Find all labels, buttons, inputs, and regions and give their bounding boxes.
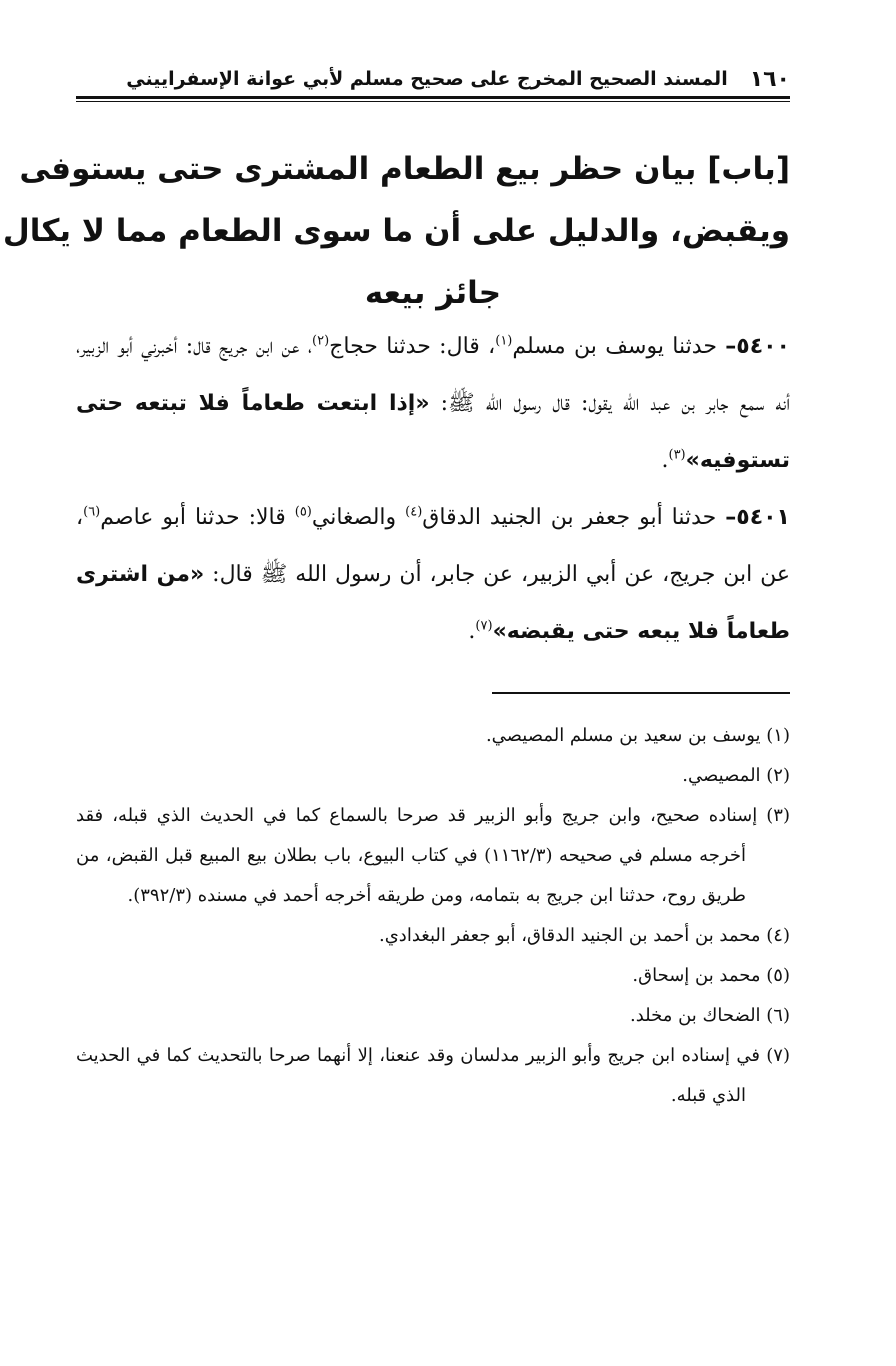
footnote-6: (٦) الضحاك بن مخلد. xyxy=(629,1005,790,1026)
hadith-text: ، قال: حدثنا حجاج xyxy=(329,334,496,359)
footnote-1: (١) يوسف بن سعيد بن مسلم المصيصي. xyxy=(485,725,790,746)
running-header xyxy=(78,62,790,96)
footnote-reference: (٤) xyxy=(405,504,423,520)
footnote-separator xyxy=(492,692,790,694)
main-text xyxy=(76,318,790,660)
header-rule xyxy=(76,96,790,102)
chapter-heading-line: ويقبض، والدليل على أن ما سوى الطعام مما لا يكال xyxy=(2,213,790,249)
footnote-reference: (٢) xyxy=(312,333,330,349)
footnote-2: (٢) المصيصي. xyxy=(682,765,790,786)
hadith-number: ٥٤٠١– xyxy=(725,505,790,530)
footnote-3: (٣) إسناده صحيح، وابن جريج وأبو الزبير قد صرحا بالسماع كما في الحديث الذي قبله، فقد أخرجه مسلم في صحيحه (١١٦٢/٣) في كتاب البيوع، باب بطلان بيع المبيع قبل القبض، من طريق روح، حدثنا ابن جريج به بتمامه، ومن طريقه أخرجه أحمد في مسنده (٣٩٢/٣). xyxy=(76,805,790,906)
footnote-5: (٥) محمد بن إسحاق. xyxy=(632,965,790,986)
hadith-number: ٥٤٠٠– xyxy=(725,334,790,359)
footnote-reference: (٦) xyxy=(83,504,101,520)
prophetic-quote: «إذا ابتعت طعاماً فلا تبتعه حتى تستوفيه» xyxy=(76,391,790,473)
footnote-7: (٧) في إسناده ابن جريج وأبو الزبير مدلسان وقد عنعنا، إلا أنهما صرحا بالتحديث كما في الحديث الذي قبله. xyxy=(76,1045,790,1106)
footnote-reference: (٧) xyxy=(475,618,493,634)
footnote-reference: (٣) xyxy=(668,447,686,463)
chapter-heading-line: [باب] بيان حظر بيع الطعام المشترى حتى يستوفى xyxy=(19,151,790,187)
footnote-reference: (١) xyxy=(495,333,513,349)
hadith-end: . xyxy=(468,619,476,644)
prophetic-quote: «من اشترى طعاماً فلا يبعه حتى يقبضه» xyxy=(76,562,790,644)
hadith-text: حدثنا يوسف بن مسلم xyxy=(512,334,726,359)
hadith-text: والصغاني xyxy=(311,505,406,530)
hadith-text: ، عن ابن جريج، عن أبي الزبير، عن جابر، أن رسول الله ﷺ قال: xyxy=(76,505,790,587)
hadith-5401 xyxy=(76,489,790,660)
chapter-heading xyxy=(2,138,790,324)
hadith-end: . xyxy=(661,448,669,473)
hadith-5400 xyxy=(76,318,790,489)
hadith-text: قالا: حدثنا أبو عاصم xyxy=(100,505,295,530)
hadith-text: ، عن ابن جريج قال: أخبرني أبو الزبير، أنه سمع جابر بن عبد الله يقول: قال رسول الله ﷺ: xyxy=(76,334,790,416)
footnote-4: (٤) محمد بن أحمد بن الجنيد الدقاق، أبو جعفر البغدادي. xyxy=(379,925,790,946)
footnotes xyxy=(76,716,790,1116)
page-number: ١٦٠ xyxy=(749,66,790,92)
footnote-reference: (٥) xyxy=(294,504,312,520)
chapter-heading-line: جائز بيعه xyxy=(364,275,502,311)
hadith-text: حدثنا أبو جعفر بن الجنيد الدقاق xyxy=(422,505,726,530)
running-header-title: المسند الصحيح المخرج على صحيح مسلم لأبي عوانة الإسفراييني xyxy=(126,68,728,90)
